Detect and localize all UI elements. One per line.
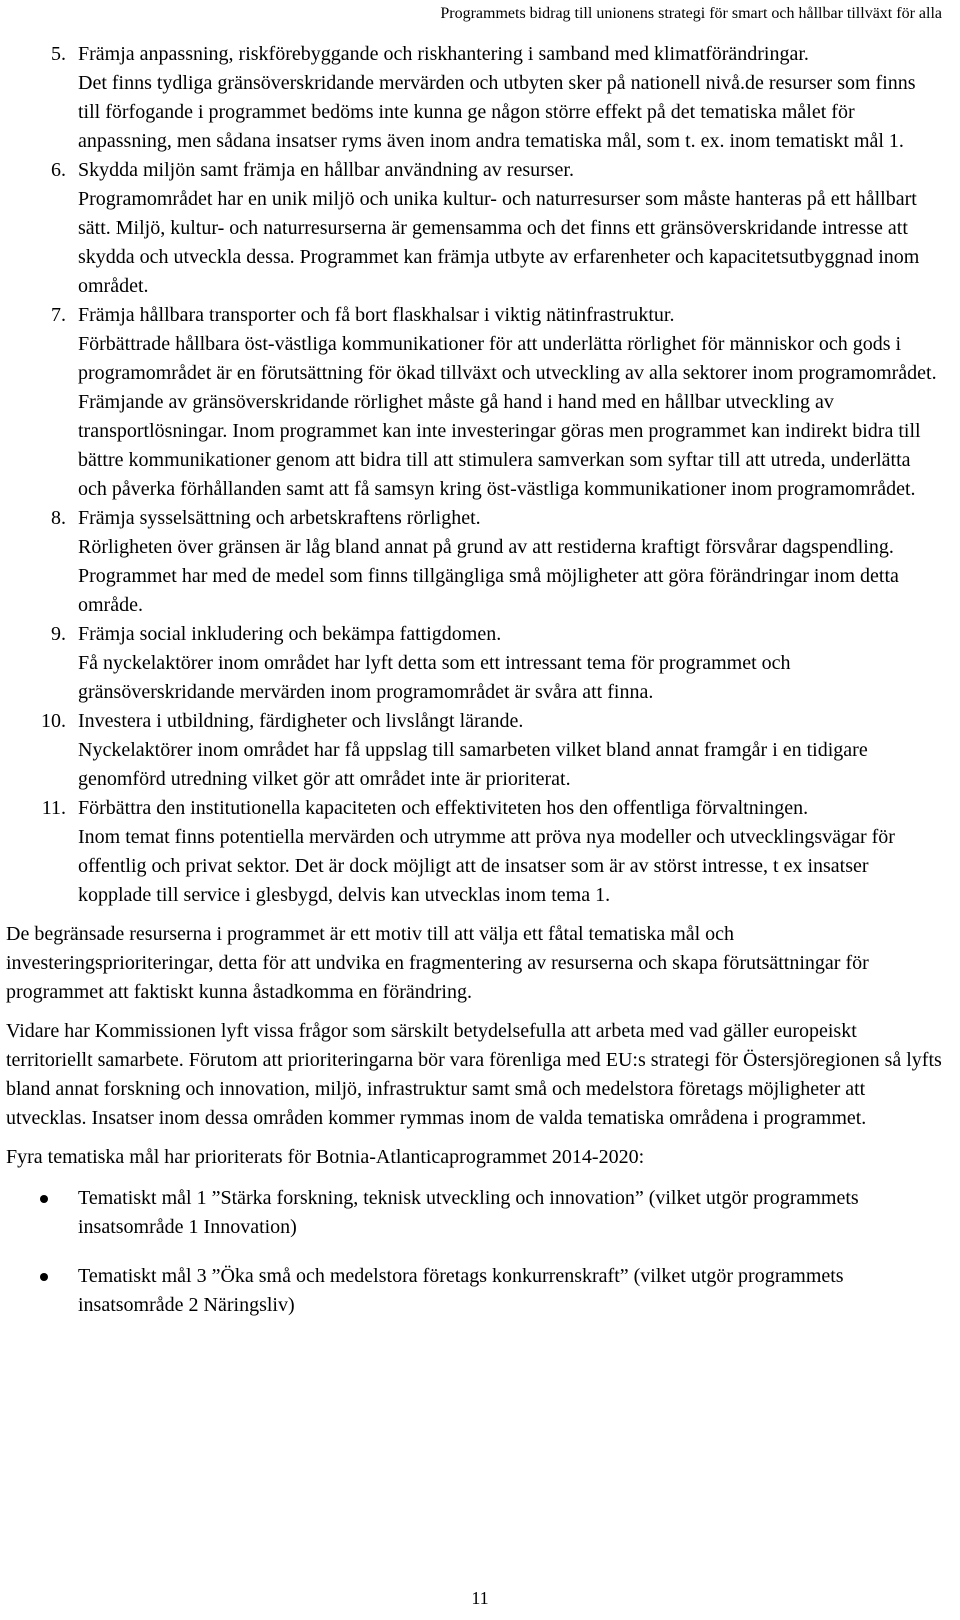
body-paragraph: Vidare har Kommissionen lyft vissa frågor som särskilt betydelsefulla att arbeta med vad gäller europeiskt territoriellt samarbete. Förutom att prioriteringarna bör vara förenliga med EU:s strategi för Östersjöregionen så lyfts bland annat forskning och innovation, miljö, infrastruktur samt små och medelstora företags möjligheter att utvecklas. Insatser inom dessa områden kommer rymmas inom de valda tematiska områdena i programmet. (6, 1020, 942, 1129)
running-header: Programmets bidrag till unionens strategi för smart och hållbar tillväxt för alla (440, 5, 942, 22)
bullet-icon (40, 1195, 48, 1203)
item-number: 10. (41, 710, 66, 732)
item-body: Förbättrade hållbara öst-västliga kommunikationer för att underlätta rörlighet för människor och gods i programområdet är en förutsättning för ökad tillväxt och utveckling av alla sektorer inom programområdet. Främjande av gränsöverskridande rörlighet måste gå hand i hand med en hållbar utveckling av transportlösningar. Inom programmet kan inte investeringar göras men programmet kan indirekt bidra till bättre kommunikationer genom att bidra till att stimulera samverkan som syftar till att utreda, underlätta och påverka förhållanden samt att få samsyn kring öst-västliga kommunikationer inom programområdet. (78, 333, 937, 500)
item-heading: Skydda miljön samt främja en hållbar användning av resurser. (78, 159, 574, 181)
item-body: Programområdet har en unik miljö och unika kultur- och naturresurser som måste hanteras på ett hållbart sätt. Miljö, kultur- och naturresurserna är gemensamma och det finns ett gränsöverskridande intresse att skydda och utveckla dessa. Programmet kan främja utbyte av erfarenheter och kapacitetsutbyggnad inom området. (78, 188, 920, 297)
body-paragraph: De begränsade resurserna i programmet är ett motiv till att välja ett fåtal tematiska mål och investeringsprioriteringar, detta för att undvika en fragmentering av resurserna och skapa förutsättningar för programmet att faktiskt kunna åstadkomma en förändring. (6, 923, 869, 1003)
item-number: 7. (51, 304, 66, 326)
list-item (6, 620, 942, 707)
list-item (6, 301, 942, 504)
bullet-icon (40, 1273, 48, 1281)
item-heading: Främja social inkludering och bekämpa fattigdomen. (78, 623, 502, 645)
item-heading: Främja anpassning, riskförebyggande och riskhantering i samband med klimatförändringar. (78, 43, 809, 65)
item-number: 11. (41, 797, 66, 819)
bullet-item (6, 1184, 942, 1242)
item-heading: Främja sysselsättning och arbetskraftens rörlighet. (78, 507, 481, 529)
list-item (6, 707, 942, 794)
item-body: Rörligheten över gränsen är låg bland annat på grund av att restiderna kraftigt försvårar dagspendling. Programmet har med de medel som finns tillgängliga små möjligheter att göra förändringar inom detta område. (78, 536, 899, 616)
item-number: 8. (51, 507, 66, 529)
bullet-text: Tematiskt mål 3 ”Öka små och medelstora företags konkurrenskraft” (vilket utgör programmets insatsområde 2 Näringsliv) (78, 1265, 844, 1316)
item-body: Nyckelaktörer inom området har få uppslag till samarbeten vilket bland annat framgår i en tidigare genomförd utredning vilket gör att området inte är prioriterat. (78, 739, 868, 790)
prioritized-goals-list (6, 1184, 942, 1320)
item-body: Inom temat finns potentiella mervärden och utrymme att pröva nya modeller och utvecklingsvägar för offentlig och privat sektor. Det är dock möjligt att de insatser som är av störst intresse, t ex insatser kopplade till service i glesbygd, delvis kan utvecklas inom tema 1. (78, 826, 895, 906)
item-number: 6. (51, 159, 66, 181)
bullet-item (6, 1262, 942, 1320)
item-number: 5. (51, 43, 66, 65)
item-heading: Främja hållbara transporter och få bort flaskhalsar i viktig nätinfrastruktur. (78, 304, 675, 326)
list-item (6, 794, 942, 910)
item-body: Det finns tydliga gränsöverskridande mervärden och utbyten sker på nationell nivå.de resurser som finns till förfogande i programmet bedöms inte kunna ge någon större effekt på det tematiska målet för anpassning, men sådana insatser ryms även inom andra tematiska mål, som t. ex. inom tematiskt mål 1. (78, 72, 916, 152)
bullet-text: Tematiskt mål 1 ”Stärka forskning, teknisk utveckling och innovation” (vilket utgör programmets insatsområde 1 Innovation) (78, 1187, 859, 1238)
list-item (6, 156, 942, 301)
numbered-goal-list (6, 40, 942, 910)
item-heading: Förbättra den institutionella kapaciteten och effektiviteten hos den offentliga förvaltningen. (78, 797, 809, 819)
list-item (6, 504, 942, 620)
list-item (6, 40, 942, 156)
body-paragraph: Fyra tematiska mål har prioriterats för Botnia-Atlanticaprogrammet 2014-2020: (6, 1146, 645, 1168)
item-heading: Investera i utbildning, färdigheter och livslångt lärande. (78, 710, 524, 732)
item-body: Få nyckelaktörer inom området har lyft detta som ett intressant tema för programmet och gränsöverskridande mervärden inom programområdet är svåra att finna. (78, 652, 791, 703)
page-number: 11 (471, 1588, 489, 1608)
page-content (6, 40, 942, 1340)
item-number: 9. (51, 623, 66, 645)
